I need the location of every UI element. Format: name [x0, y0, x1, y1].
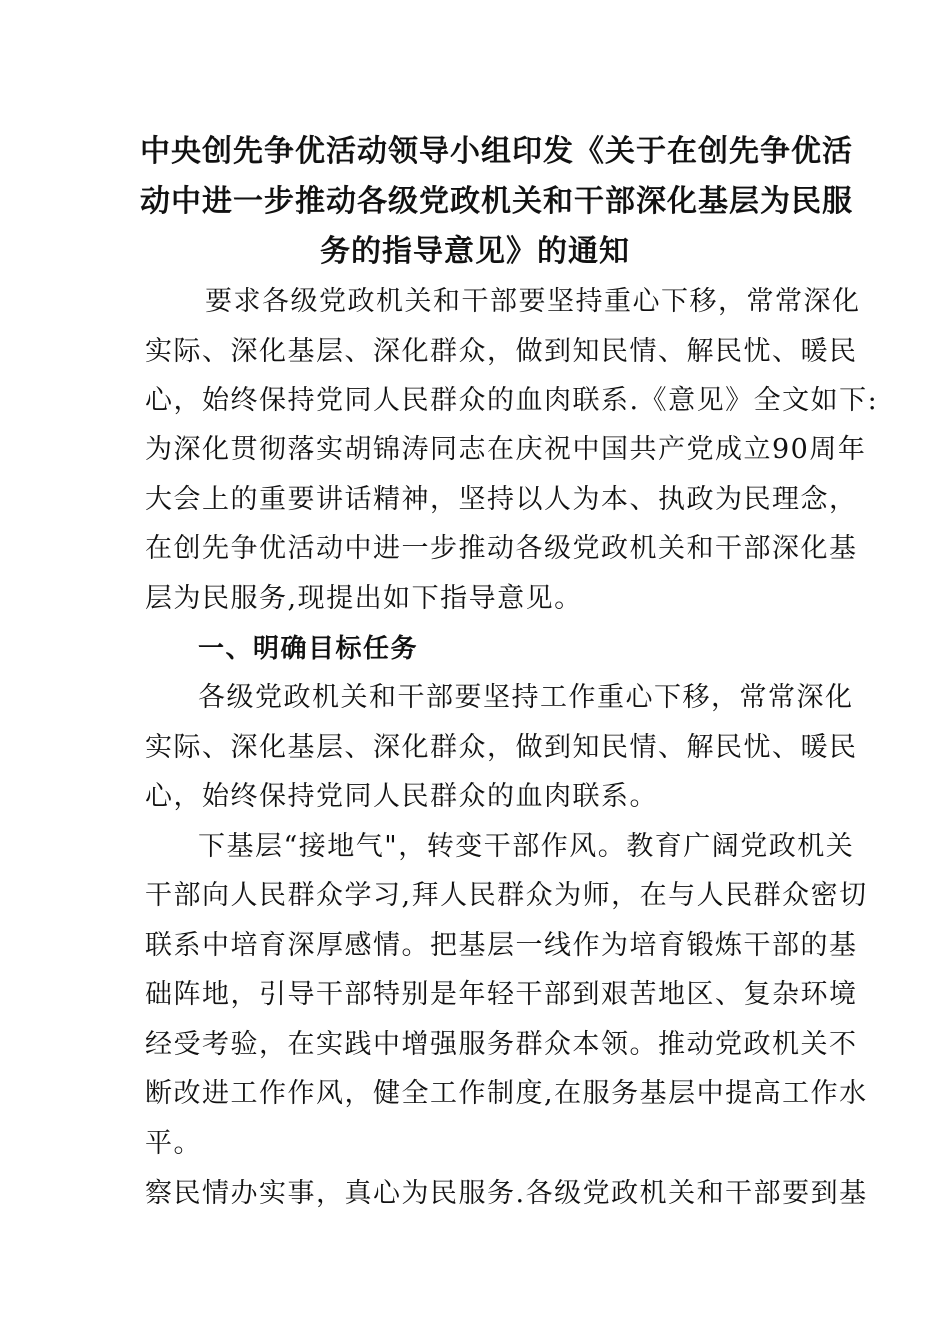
body-text-line: 大会上的重要讲话精神，坚持以人为本、执政为民理念， — [145, 484, 858, 515]
body-text-line: 联系中培育深厚感情。把基层一线作为培育锻炼干部的基 — [145, 930, 858, 961]
section-heading: 一、明确目标任务 — [198, 634, 419, 664]
document-title-line: 动中进一步推动各级党政机关和干部深化基层为民服 — [140, 184, 853, 219]
body-text-line: 实际、深化基层、深化群众，做到知民情、解民忧、暖民 — [145, 336, 858, 367]
body-text-line: 心，始终保持党同人民群众的血肉联系。 — [145, 781, 658, 812]
body-text-line: 平。 — [145, 1128, 202, 1159]
body-text-line: 实际、深化基层、深化群众，做到知民情、解民忧、暖民 — [145, 732, 858, 763]
body-text-line: 察民情办实事，真心为民服务.各级党政机关和干部要到基 — [145, 1178, 868, 1209]
body-text-line: 心，始终保持党同人民群众的血肉联系.《意见》全文如下: — [145, 385, 879, 416]
body-text-line: 干部向人民群众学习,拜人民群众为师，在与人民群众密切 — [145, 880, 868, 911]
body-text-line: 下基层“接地气"，转变干部作风。教育广阔党政机关 — [198, 831, 855, 862]
document-title-line: 中央创先争优活动领导小组印发《关于在创先争优活 — [140, 134, 853, 169]
body-text-line: 在创先争优活动中进一步推动各级党政机关和干部深化基 — [145, 533, 858, 564]
body-text-line: 要求各级党政机关和干部要坚持重心下移，常常深化 — [205, 286, 861, 317]
body-text-line: 断改进工作作风，健全工作制度,在服务基层中提高工作水 — [145, 1078, 868, 1109]
body-text-line: 经受考验，在实践中增强服务群众本领。推动党政机关不 — [145, 1029, 858, 1060]
body-text-line: 层为民服务,现提出如下指导意见。 — [145, 583, 583, 614]
body-text-line: 各级党政机关和干部要坚持工作重心下移，常常深化 — [198, 682, 854, 713]
body-text-line: 础阵地，引导干部特别是年轻干部到艰苦地区、复杂环境 — [145, 979, 858, 1010]
document-title-line: 务的指导意见》的通知 — [320, 234, 630, 269]
body-text-line: 为深化贯彻落实胡锦涛同志在庆祝中国共产党成立90周年 — [145, 434, 867, 465]
